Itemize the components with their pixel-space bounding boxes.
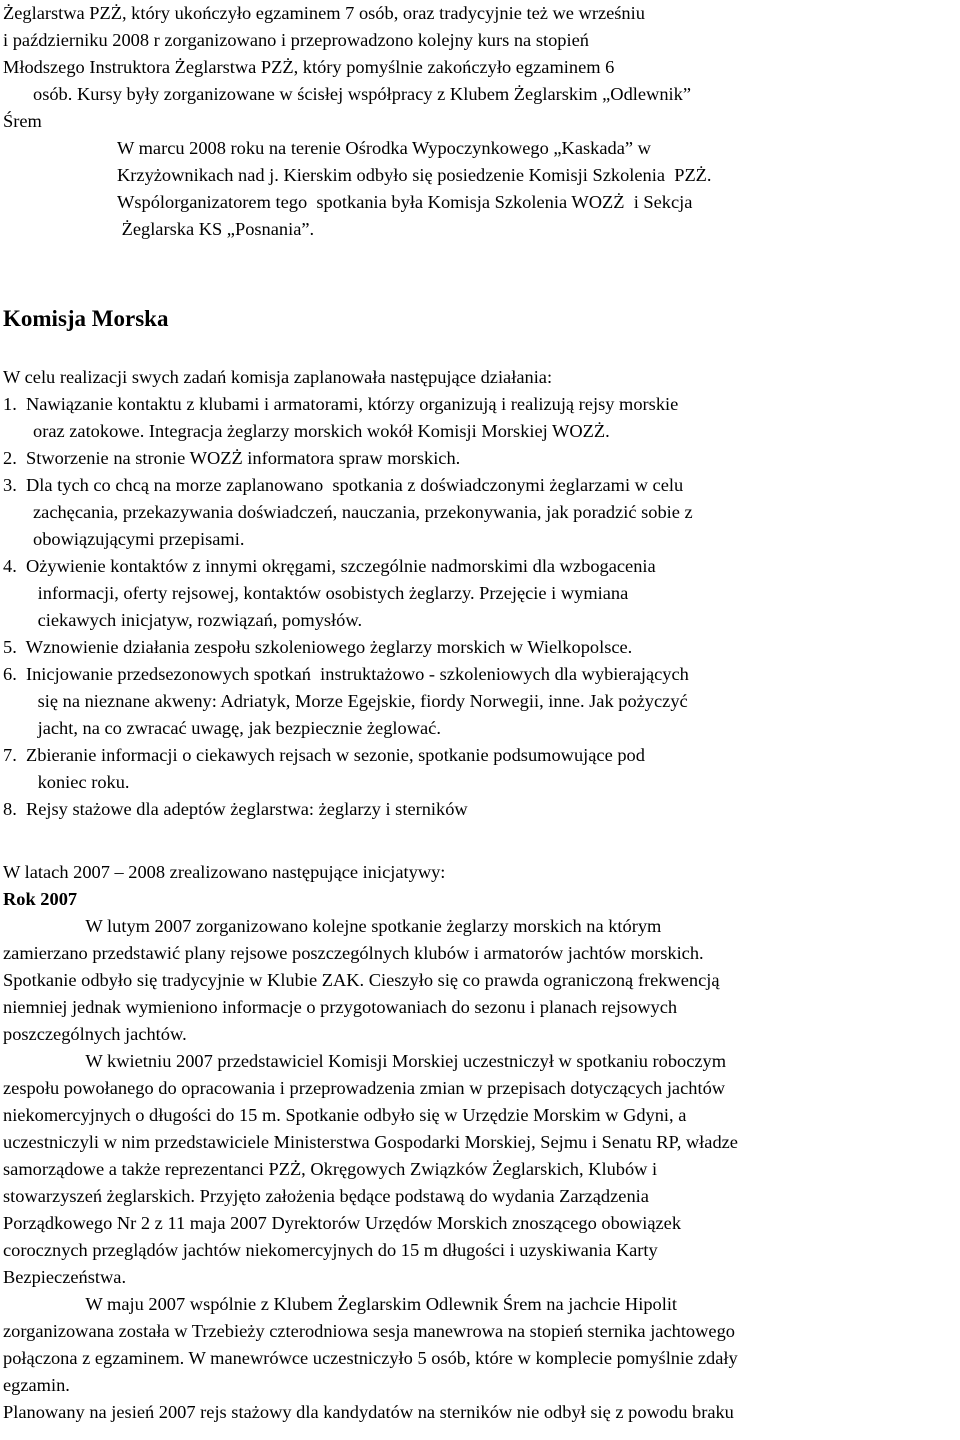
text-line: zamierzano przedstawić plany rejsowe poszczególnych klubów i armatorów jachtów morskich. [3,943,704,963]
list-item: 4. Ożywienie kontaktów z innymi okręgami, szczególnie nadmorskimi dla wzbogacenia [3,556,656,576]
text-line: corocznych przeglądów jachtów niekomercyjnych do 15 m długości i uzyskiwania Karty [3,1240,658,1260]
actions-list [3,364,957,823]
text-line: Spotkanie odbyło się tradycyjnie w Klubie ZAK. Cieszyło się co prawda ograniczoną frekwencją [3,970,720,990]
text-line: Żeglarstwa PZŻ, który ukończyło egzaminem 7 osób, oraz tradycyjnie też we wrześniu [3,3,645,23]
list-item: 7. Zbieranie informacji o ciekawych rejsach w sezonie, spotkanie podsumowujące pod [3,745,645,765]
text-line: osób. Kursy były zorganizowane w ścisłej współpracy z Klubem Żeglarskim „Odlewnik” [33,84,691,104]
list-item: 3. Dla tych co chcą na morze zaplanowano spotkania z doświadczonymi żeglarzami w celu [3,475,684,495]
text-line: Wspólorganizatorem tego spotkania była Komisja Szkolenia WOZŻ i Sekcja [117,192,693,212]
text-line: niemniej jednak wymieniono informacje o przygotowaniach do sezonu i planach rejsowych [3,997,678,1017]
text-line: niekomercyjnych o długości do 15 m. Spotkanie odbyło się w Urzędzie Morskim w Gdyni, a [3,1105,687,1125]
text-line: Krzyżownikach nad j. Kierskim odbyło się posiedzenie Komisji Szkolenia PZŻ. [117,165,712,185]
text-line: W marcu 2008 roku na terenie Ośrodka Wypoczynkowego „Kaskada” w [117,138,651,158]
text-line: Porządkowego Nr 2 z 11 maja 2007 Dyrektorów Urzędów Morskich znoszącego obowiązek [3,1213,682,1233]
text-line: egzamin. [3,1375,70,1395]
list-item: 5. Wznowienie działania zespołu szkoleniowego żeglarzy morskich w Wielkopolsce. [3,637,633,657]
text-line: samorządowe a także reprezentanci PZŻ, Okręgowych Związków Żeglarskich, Klubów i [3,1159,658,1179]
year-heading: Rok 2007 [3,889,78,909]
list-item-continuation: jacht, na co zwracać uwagę, jak bezpiecznie żeglować. [33,718,441,738]
text-line: Śrem [3,111,42,131]
section-heading: Komisja Morska [3,306,169,331]
text-line: W lutym 2007 zorganizowano kolejne spotkanie żeglarzy morskich na którym [3,916,662,936]
text-line: połączona z egzaminem. W manewrówce uczestniczyło 5 osób, które w komplecie pomyślnie zdały [3,1348,738,1368]
list-item: 8. Rejsy stażowe dla adeptów żeglarstwa: żeglarzy i sterników [3,799,468,819]
text-line: Młodszego Instruktora Żeglarstwa PZŻ, który pomyślnie zakończyło egzaminem 6 [3,57,615,77]
text-line: W maju 2007 wspólnie z Klubem Żeglarskim Odlewnik Śrem na jachcie Hipolit [3,1294,678,1314]
text-line: Żeglarska KS „Posnania”. [117,219,315,239]
text-line: i październiku 2008 r zorganizowano i przeprowadzono kolejny kurs na stopień [3,30,589,50]
list-item-continuation: oraz zatokowe. Integracja żeglarzy morskich wokół Komisji Morskiej WOZŻ. [33,421,610,441]
text-line: Bezpieczeństwa. [3,1267,127,1287]
text-line: Planowany na jesień 2007 rejs stażowy dla kandydatów na sterników nie odbył się z powodu braku [3,1402,734,1422]
list-item-continuation: ciekawych inicjatyw, rozwiązań, pomysłów. [33,610,363,630]
list-item-continuation: się na nieznane akweny: Adriatyk, Morze Egejskie, fiordy Norwegii, inne. Jak pożyczyć [33,691,688,711]
list-intro: W celu realizacji swych zadań komisja zaplanowała następujące działania: [3,367,553,387]
list-item: 2. Stworzenie na stronie WOZŻ informatora spraw morskich. [3,448,461,468]
list-item: 1. Nawiązanie kontaktu z klubami i armatorami, którzy organizują i realizują rejsy morskie [3,394,679,414]
text-line: stowarzyszeń żeglarskich. Przyjęto założenia będące podstawą do wydania Zarządzenia [3,1186,649,1206]
list-item-continuation: obowiązującymi przepisami. [33,529,245,549]
text-line: zespołu powołanego do opracowania i przeprowadzenia zmian w przepisach dotyczących jachtów [3,1078,726,1098]
list-item: 6. Inicjowanie przedsezonowych spotkań instruktażowo - szkoleniowych dla wybierających [3,664,689,684]
years-intro: W latach 2007 – 2008 zrealizowano następujące inicjatywy: [3,862,446,882]
years-section [3,859,957,1426]
list-item-continuation: koniec roku. [33,772,130,792]
text-line: poszczególnych jachtów. [3,1024,187,1044]
text-line: uczestniczyli w nim przedstawiciele Ministerstwa Gospodarki Morskiej, Sejmu i Senatu RP, władze [3,1132,738,1152]
list-item-continuation: zachęcania, przekazywania doświadczeń, nauczania, przekonywania, jak poradzić sobie z [33,502,693,522]
list-item-continuation: informacji, oferty rejsowej, kontaktów osobistych żeglarzy. Przejęcie i wymiana [33,583,629,603]
intro-paragraph [3,0,957,135]
text-line: zorganizowana została w Trzebieży czterodniowa sesja manewrowa na stopień sternika jachtowego [3,1321,735,1341]
meeting-paragraph [3,135,957,243]
text-line: W kwietniu 2007 przedstawiciel Komisji Morskiej uczestniczył w spotkaniu roboczym [3,1051,727,1071]
